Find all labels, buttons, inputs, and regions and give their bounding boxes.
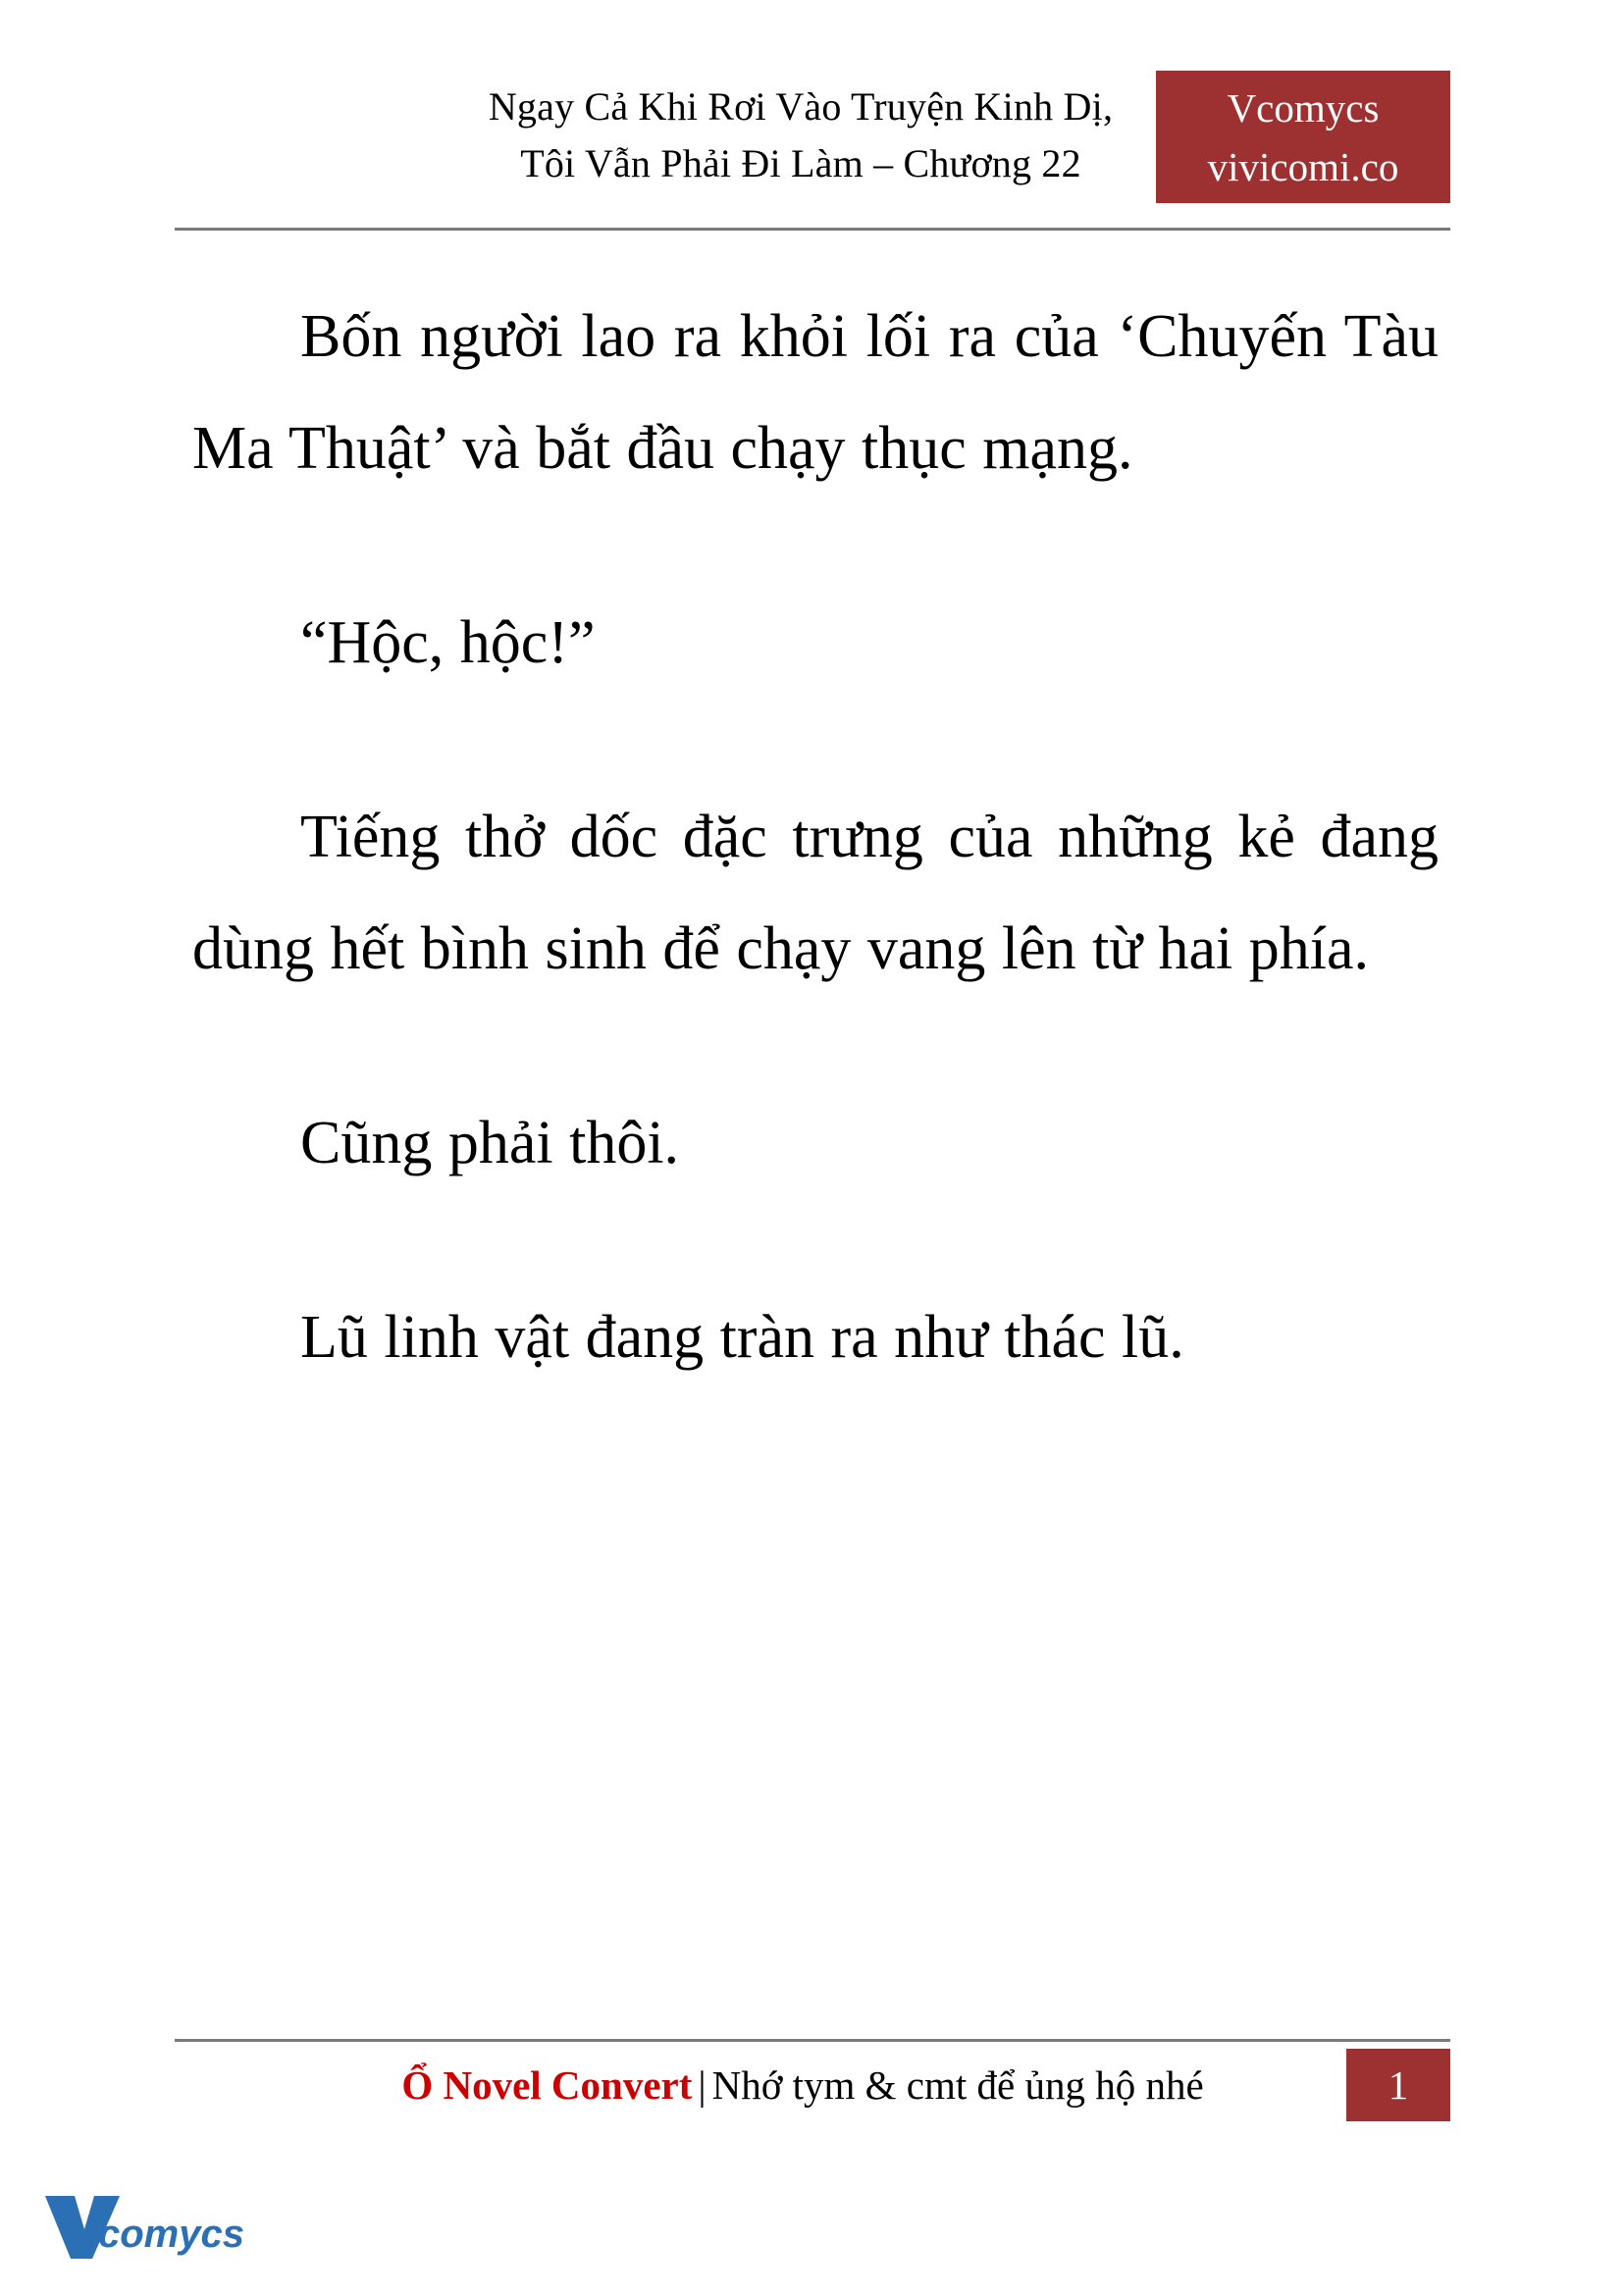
novel-title-line-2: Tôi Vẫn Phải Đi Làm – Chương 22 xyxy=(520,141,1081,185)
site-badge xyxy=(1156,71,1450,203)
novel-title xyxy=(330,78,1272,192)
page-header xyxy=(175,78,1450,226)
page-footer xyxy=(175,2049,1450,2121)
site-badge-name: Vcomycs xyxy=(1227,85,1380,130)
footer-note: Nhớ tym & cmt để ủng hộ nhé xyxy=(711,2062,1204,2108)
footer-divider xyxy=(175,2039,1450,2042)
novel-title-line-1: Ngay Cả Khi Rơi Vào Truyện Kinh Dị, xyxy=(488,84,1114,129)
paragraph: “Hộc, hộc!” xyxy=(300,609,596,676)
paragraph: Tiếng thở dốc đặc trưng của những kẻ đang dùng hết bình sinh để chạy vang lên từ hai phía. xyxy=(192,804,1439,982)
header-divider xyxy=(175,228,1450,231)
page-number-badge: 1 xyxy=(1346,2049,1450,2121)
paragraph: Cũng phải thôi. xyxy=(300,1110,680,1176)
footer-text xyxy=(292,2057,1313,2113)
footer-brand: Ổ Novel Convert xyxy=(401,2062,693,2108)
paragraph: Lũ linh vật đang tràn ra như thác lũ. xyxy=(300,1304,1184,1371)
chapter-body xyxy=(192,281,1439,1393)
svg-text:comycs: comycs xyxy=(98,2213,244,2256)
paragraph: Bốn người lao ra khỏi lối ra của ‘Chuyến Tàu Ma Thuật’ và bắt đầu chạy thục mạng. xyxy=(192,303,1439,482)
vcomycs-watermark-logo xyxy=(41,2186,277,2265)
site-badge-url: vivicomi.co xyxy=(1207,144,1399,189)
footer-separator: | xyxy=(698,2062,707,2108)
